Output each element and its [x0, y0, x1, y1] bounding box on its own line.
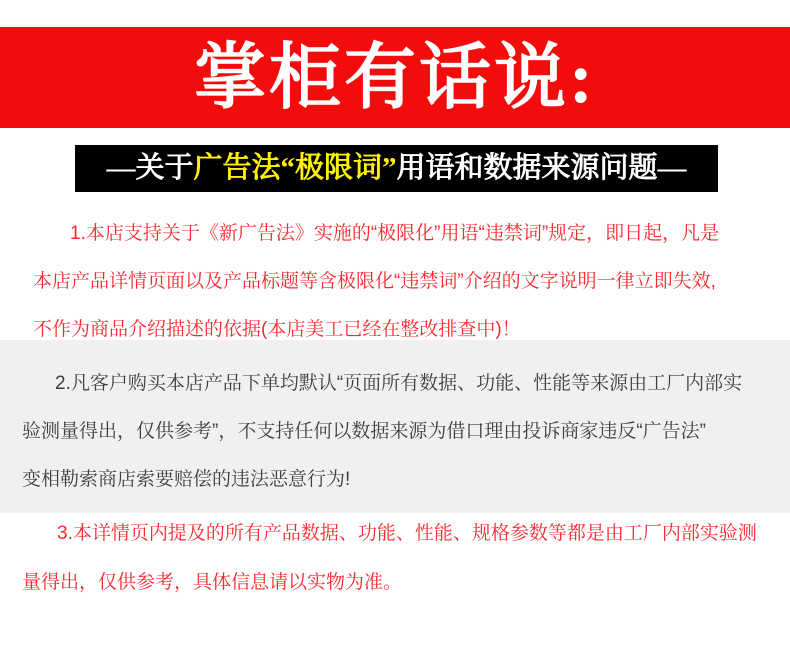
paragraph-1-line-1: 1.本店支持关于《新广告法》实施的“极限化”用语“违禁词”规定，即日起，凡是	[70, 223, 720, 244]
paragraph-1-line-2: 本店产品详情页面以及产品标题等含极限化“违禁词”介绍的文字说明一律立即失效,	[33, 271, 716, 292]
subtitle-bar	[75, 145, 718, 192]
paragraph-2-line-1: 2.凡客户购买本店产品下单均默认“页面所有数据、功能、性能等来源由工厂内部实	[55, 373, 743, 394]
paragraph-3-line-1: 3.本详情页内提及的所有产品数据、功能、性能、规格参数等都是由工厂内部实验测	[57, 523, 757, 544]
title-banner	[0, 27, 790, 128]
subtitle-segment-highlight: 广告法“极限词”	[193, 152, 397, 184]
subtitle-segment-prefix: —关于	[106, 152, 194, 184]
paragraph-1-line-3: 不作为商品介绍描述的依据(本店美工已经在整改排查中)！	[33, 319, 521, 340]
notice-paragraph-3	[22, 509, 757, 607]
notice-paragraph-2	[22, 360, 742, 504]
subtitle-text	[106, 154, 686, 183]
page-title: 掌柜有话说:	[194, 37, 596, 118]
paragraph-2-line-3: 变相勒索商店索要赔偿的违法恶意行为!	[22, 469, 351, 490]
subtitle-segment-suffix: 用语和数据来源问题—	[396, 152, 687, 184]
paragraph-3-line-2: 量得出，仅供参考，具体信息请以实物为准。	[22, 572, 403, 593]
paragraph-2-line-2: 验测量得出，仅供参考”，不支持任何以数据来源为借口理由投诉商家违反“广告法”	[22, 421, 706, 442]
notice-paragraph-1	[33, 210, 719, 354]
